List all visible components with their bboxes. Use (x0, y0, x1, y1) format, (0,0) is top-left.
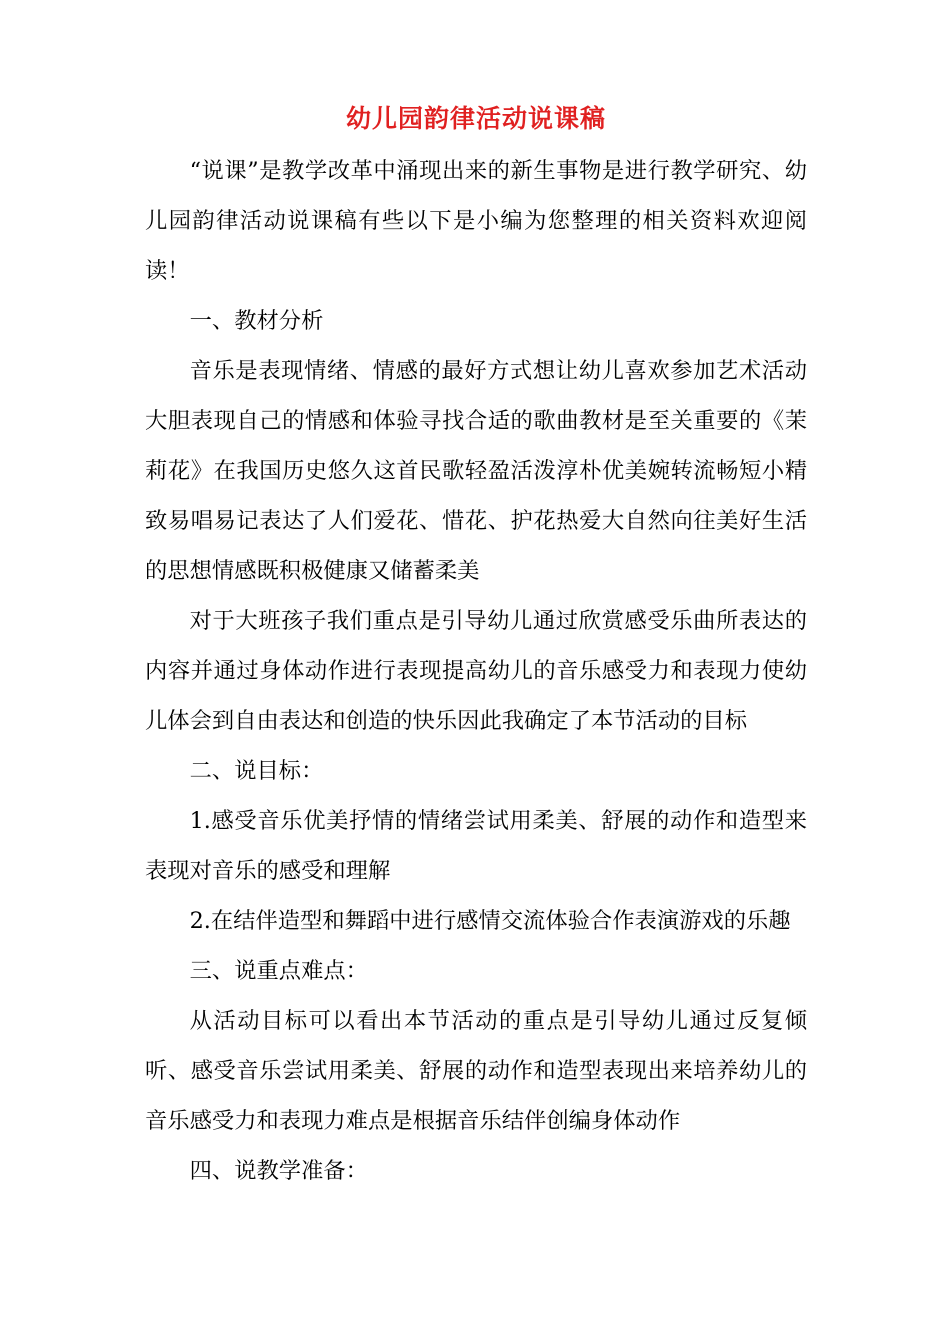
body-paragraph: 2.在结伴造型和舞蹈中进行感情交流体验合作表演游戏的乐趣 (189, 908, 791, 934)
body-paragraph: 1.感受音乐优美抒情的情绪尝试用柔美、舒展的动作和造型来表现对音乐的感受和理解 (145, 808, 807, 884)
body-paragraph: “说课”是教学改革中涌现出来的新生事物是进行教学研究、幼儿园韵律活动说课稿有些以下是小编为您整理的相关资料欢迎阅读！ (145, 158, 807, 284)
body-paragraph: 从活动目标可以看出本节活动的重点是引导幼儿通过反复倾听、感受音乐尝试用柔美、舒展的动作和造型表现出来培养幼儿的音乐感受力和表现力难点是根据音乐结伴创编身体动作 (145, 1008, 807, 1134)
document-page (145, 92, 807, 1196)
section-heading: 二、说目标： (189, 758, 324, 784)
document-body (145, 146, 807, 1196)
body-paragraph: 对于大班孩子我们重点是引导幼儿通过欣赏感受乐曲所表达的内容并通过身体动作进行表现提高幼儿的音乐感受力和表现力使幼儿体会到自由表达和创造的快乐因此我确定了本节活动的目标 (145, 608, 807, 734)
document-title: 幼儿园韵律活动说课稿 (345, 104, 606, 133)
section-heading: 三、说重点难点： (189, 958, 368, 984)
body-paragraph: 音乐是表现情绪、情感的最好方式想让幼儿喜欢参加艺术活动大胆表现自己的情感和体验寻找合适的歌曲教材是至关重要的《茉莉花》在我国历史悠久这首民歌轻盈活泼淳朴优美婉转流畅短小精致易唱易记表达了人们爱花、惜花、护花热爱大自然向往美好生活的思想情感既积极健康又储蓄柔美 (145, 358, 807, 584)
section-heading: 四、说教学准备： (189, 1158, 368, 1184)
section-heading: 一、教材分析 (189, 308, 324, 334)
